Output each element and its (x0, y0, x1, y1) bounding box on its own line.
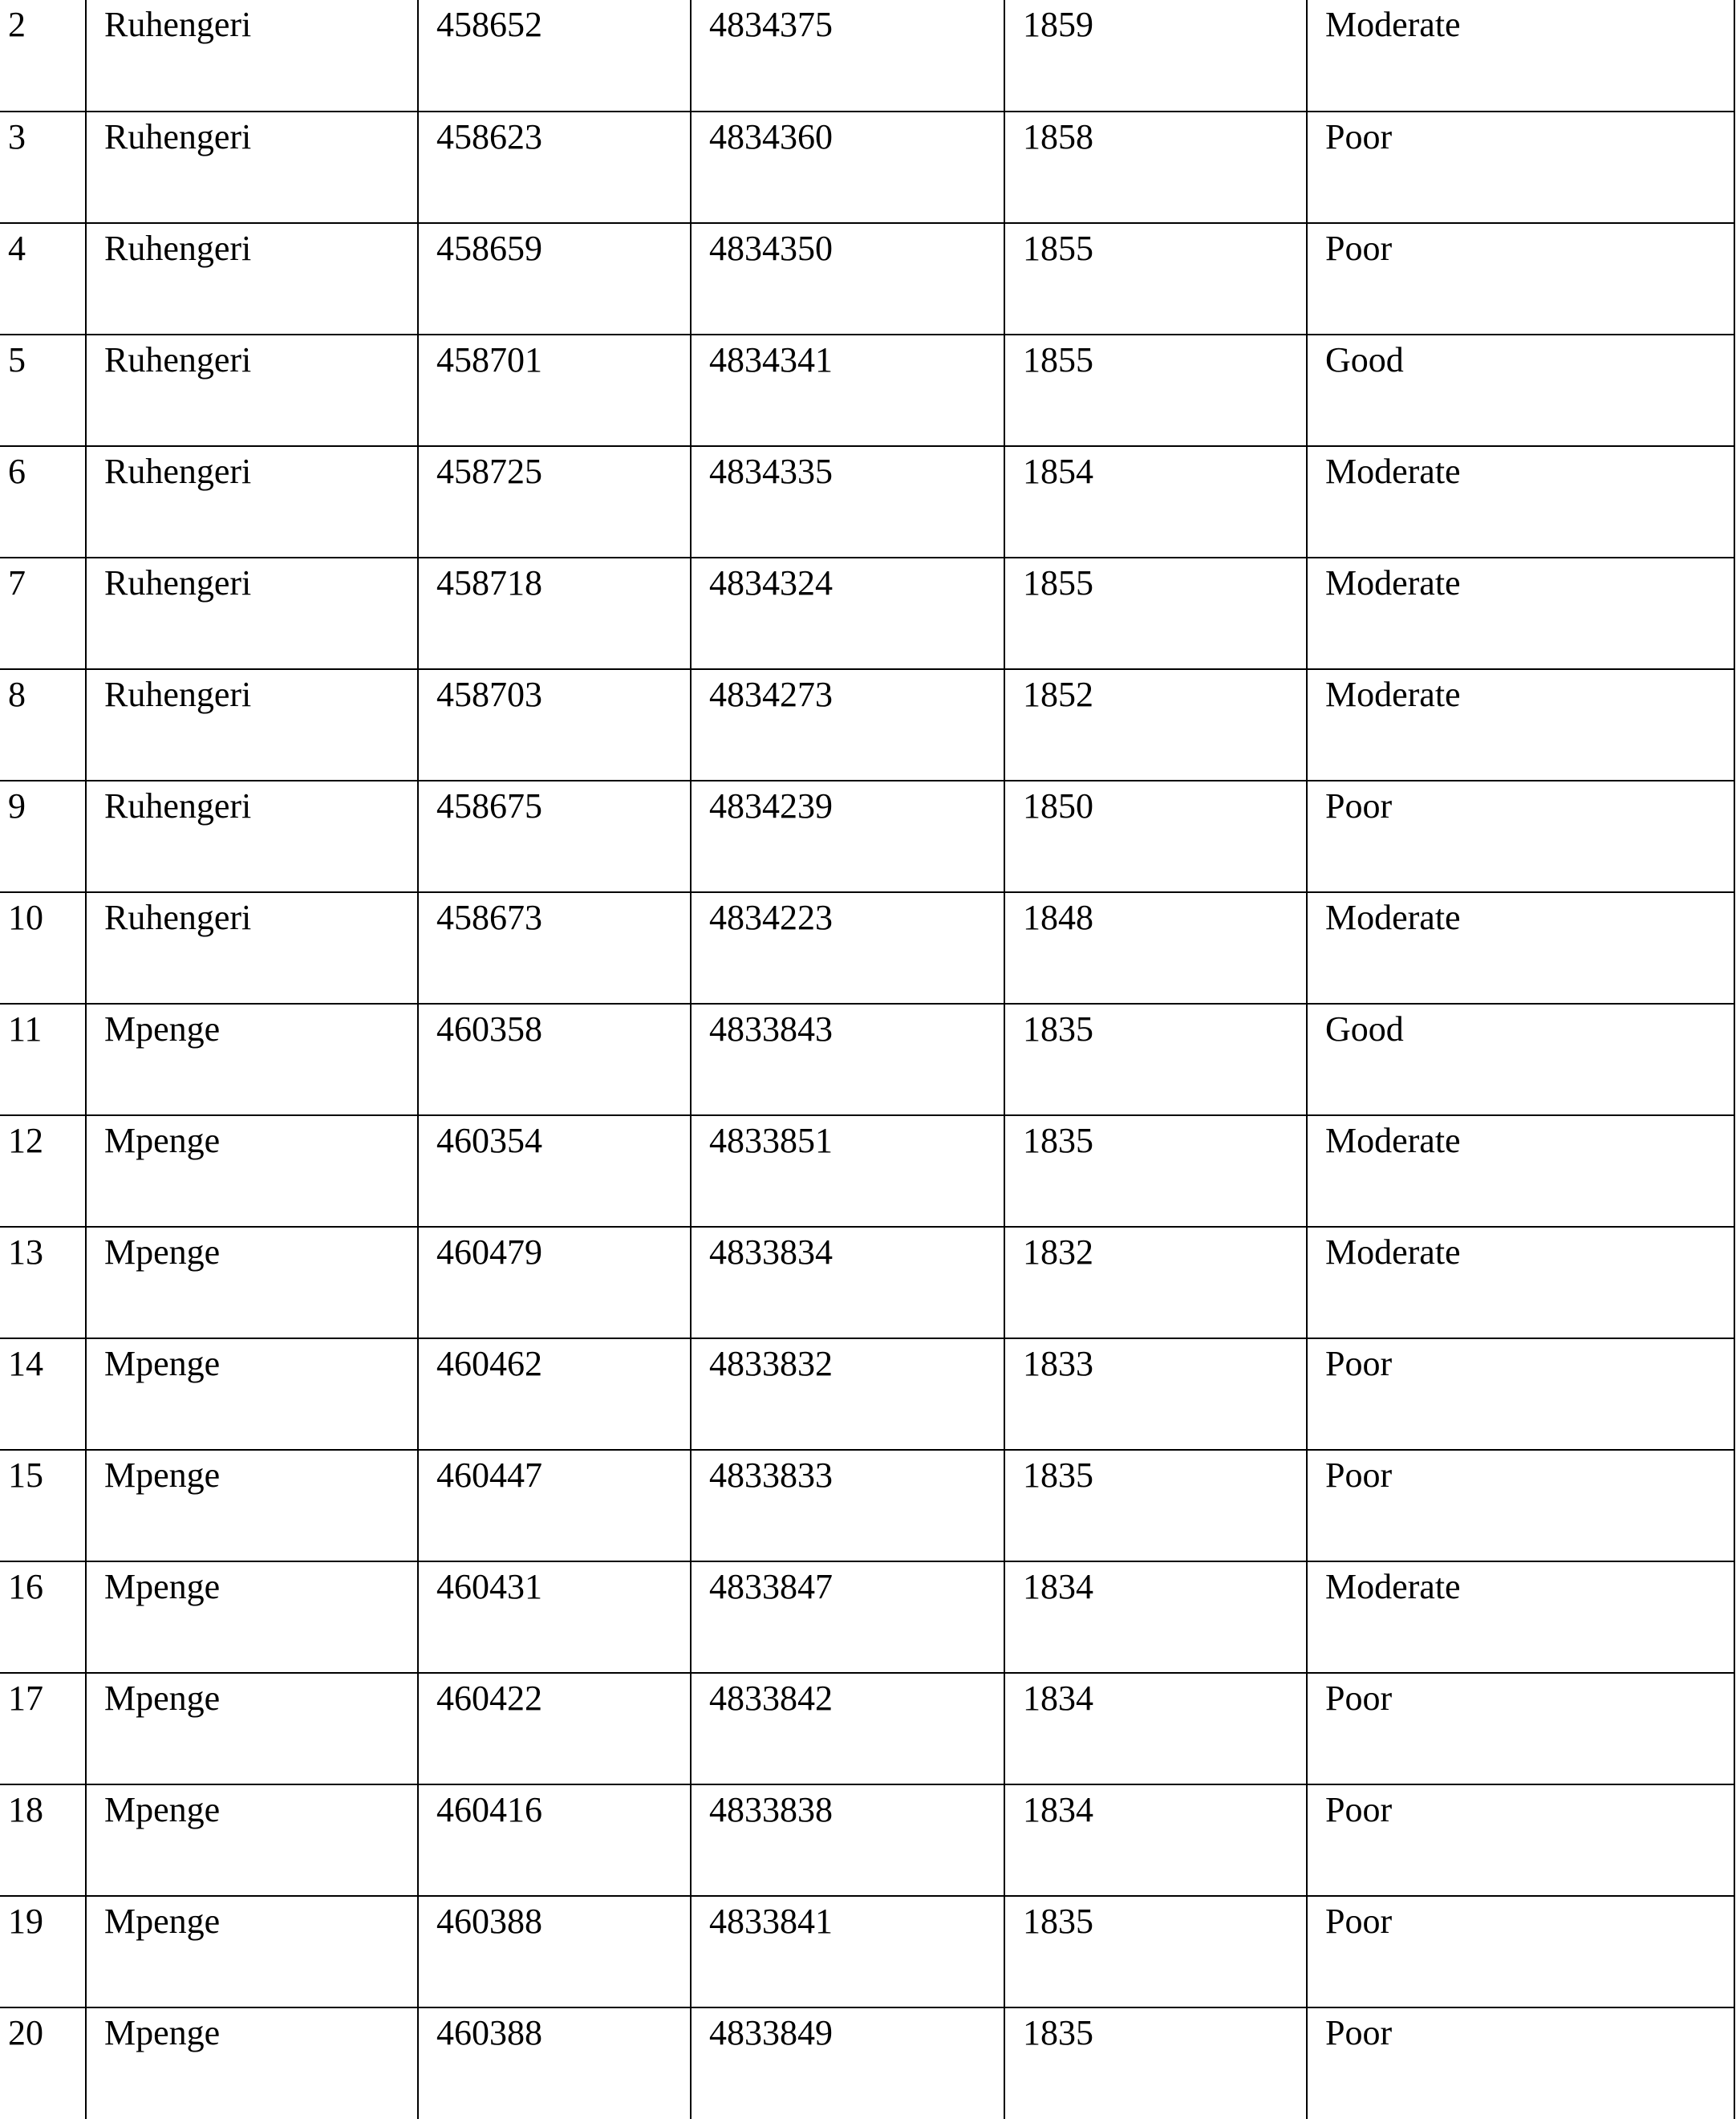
cell-condition: Moderate (1307, 558, 1734, 669)
table-row (0, 1673, 1734, 1784)
table-row (0, 558, 1734, 669)
cell-location: Mpenge (86, 1115, 418, 1227)
cell-easting: 460431 (418, 1561, 691, 1673)
cell-number: 11 (0, 1004, 86, 1115)
cell-condition: Moderate (1307, 1227, 1734, 1338)
table-row (0, 1115, 1734, 1227)
table-row (0, 1784, 1734, 1896)
cell-northing: 4833849 (691, 2007, 1004, 2119)
cell-northing: 4833851 (691, 1115, 1004, 1227)
cell-condition: Moderate (1307, 669, 1734, 781)
table-row (0, 112, 1734, 223)
cell-elevation: 1855 (1004, 558, 1307, 669)
cell-location: Ruhengeri (86, 892, 418, 1004)
cell-number: 14 (0, 1338, 86, 1450)
cell-location: Mpenge (86, 1450, 418, 1561)
cell-number: 15 (0, 1450, 86, 1561)
cell-location: Ruhengeri (86, 335, 418, 446)
cell-easting: 460416 (418, 1784, 691, 1896)
cell-northing: 4833842 (691, 1673, 1004, 1784)
cell-easting: 460354 (418, 1115, 691, 1227)
cell-condition: Poor (1307, 2007, 1734, 2119)
cell-northing: 4834239 (691, 781, 1004, 892)
cell-condition: Moderate (1307, 1561, 1734, 1673)
cell-condition: Moderate (1307, 446, 1734, 558)
cell-number: 13 (0, 1227, 86, 1338)
cell-number: 8 (0, 669, 86, 781)
table-row (0, 1561, 1734, 1673)
cell-number: 10 (0, 892, 86, 1004)
table-row (0, 1004, 1734, 1115)
cell-location: Ruhengeri (86, 781, 418, 892)
cell-condition: Poor (1307, 112, 1734, 223)
cell-location: Mpenge (86, 1004, 418, 1115)
table-row (0, 781, 1734, 892)
cell-number: 3 (0, 112, 86, 223)
cell-northing: 4834375 (691, 0, 1004, 112)
cell-location: Ruhengeri (86, 0, 418, 112)
table-row (0, 446, 1734, 558)
table-row (0, 0, 1734, 112)
cell-location: Mpenge (86, 1338, 418, 1450)
cell-easting: 458703 (418, 669, 691, 781)
table-row (0, 223, 1734, 335)
cell-condition: Good (1307, 335, 1734, 446)
cell-location: Mpenge (86, 1227, 418, 1338)
cell-easting: 458623 (418, 112, 691, 223)
cell-elevation: 1855 (1004, 223, 1307, 335)
table-row (0, 669, 1734, 781)
cell-location: Mpenge (86, 2007, 418, 2119)
cell-elevation: 1848 (1004, 892, 1307, 1004)
cell-northing: 4834324 (691, 558, 1004, 669)
cell-northing: 4834223 (691, 892, 1004, 1004)
cell-elevation: 1834 (1004, 1784, 1307, 1896)
cell-number: 19 (0, 1896, 86, 2007)
cell-number: 12 (0, 1115, 86, 1227)
cell-easting: 460388 (418, 1896, 691, 2007)
cell-easting: 458652 (418, 0, 691, 112)
table-row (0, 335, 1734, 446)
cell-elevation: 1832 (1004, 1227, 1307, 1338)
cell-elevation: 1835 (1004, 1115, 1307, 1227)
cell-easting: 458673 (418, 892, 691, 1004)
table-row (0, 892, 1734, 1004)
cell-easting: 458701 (418, 335, 691, 446)
cell-elevation: 1854 (1004, 446, 1307, 558)
cell-northing: 4833847 (691, 1561, 1004, 1673)
cell-location: Mpenge (86, 1784, 418, 1896)
table-row (0, 1896, 1734, 2007)
cell-easting: 458718 (418, 558, 691, 669)
table-row (0, 1227, 1734, 1338)
cell-number: 2 (0, 0, 86, 112)
cell-location: Mpenge (86, 1561, 418, 1673)
cell-northing: 4834341 (691, 335, 1004, 446)
cell-location: Ruhengeri (86, 669, 418, 781)
cell-elevation: 1835 (1004, 1450, 1307, 1561)
cell-easting: 460358 (418, 1004, 691, 1115)
cell-condition: Poor (1307, 1784, 1734, 1896)
cell-northing: 4834360 (691, 112, 1004, 223)
cell-elevation: 1834 (1004, 1561, 1307, 1673)
cell-number: 4 (0, 223, 86, 335)
table-row (0, 1450, 1734, 1561)
cell-number: 17 (0, 1673, 86, 1784)
cell-condition: Moderate (1307, 1115, 1734, 1227)
cell-condition: Poor (1307, 1450, 1734, 1561)
cell-easting: 458675 (418, 781, 691, 892)
cell-number: 7 (0, 558, 86, 669)
cell-northing: 4833834 (691, 1227, 1004, 1338)
cell-number: 18 (0, 1784, 86, 1896)
cell-number: 16 (0, 1561, 86, 1673)
cell-easting: 458725 (418, 446, 691, 558)
cell-northing: 4833843 (691, 1004, 1004, 1115)
cell-location: Ruhengeri (86, 558, 418, 669)
cell-elevation: 1859 (1004, 0, 1307, 112)
cell-easting: 460479 (418, 1227, 691, 1338)
cell-elevation: 1852 (1004, 669, 1307, 781)
cell-number: 5 (0, 335, 86, 446)
cell-northing: 4834335 (691, 446, 1004, 558)
cell-location: Ruhengeri (86, 223, 418, 335)
cell-northing: 4833841 (691, 1896, 1004, 2007)
cell-number: 6 (0, 446, 86, 558)
cell-easting: 458659 (418, 223, 691, 335)
cell-elevation: 1834 (1004, 1673, 1307, 1784)
cell-elevation: 1850 (1004, 781, 1307, 892)
cell-condition: Poor (1307, 223, 1734, 335)
cell-elevation: 1858 (1004, 112, 1307, 223)
cell-number: 9 (0, 781, 86, 892)
cell-elevation: 1855 (1004, 335, 1307, 446)
cell-elevation: 1835 (1004, 1896, 1307, 2007)
cell-condition: Poor (1307, 1896, 1734, 2007)
cell-northing: 4834350 (691, 223, 1004, 335)
cell-location: Mpenge (86, 1673, 418, 1784)
table-row (0, 1338, 1734, 1450)
table-row (0, 2007, 1734, 2119)
cell-elevation: 1835 (1004, 2007, 1307, 2119)
cell-northing: 4833838 (691, 1784, 1004, 1896)
cell-easting: 460422 (418, 1673, 691, 1784)
cell-northing: 4834273 (691, 669, 1004, 781)
cell-condition: Poor (1307, 1673, 1734, 1784)
cell-northing: 4833833 (691, 1450, 1004, 1561)
cell-easting: 460388 (418, 2007, 691, 2119)
cell-condition: Moderate (1307, 892, 1734, 1004)
cell-elevation: 1835 (1004, 1004, 1307, 1115)
cell-condition: Moderate (1307, 0, 1734, 112)
cell-number: 20 (0, 2007, 86, 2119)
cell-elevation: 1833 (1004, 1338, 1307, 1450)
cell-condition: Poor (1307, 1338, 1734, 1450)
cell-easting: 460462 (418, 1338, 691, 1450)
cell-location: Ruhengeri (86, 112, 418, 223)
cell-location: Mpenge (86, 1896, 418, 2007)
cell-condition: Poor (1307, 781, 1734, 892)
cell-location: Ruhengeri (86, 446, 418, 558)
cell-condition: Good (1307, 1004, 1734, 1115)
cell-northing: 4833832 (691, 1338, 1004, 1450)
cell-easting: 460447 (418, 1450, 691, 1561)
